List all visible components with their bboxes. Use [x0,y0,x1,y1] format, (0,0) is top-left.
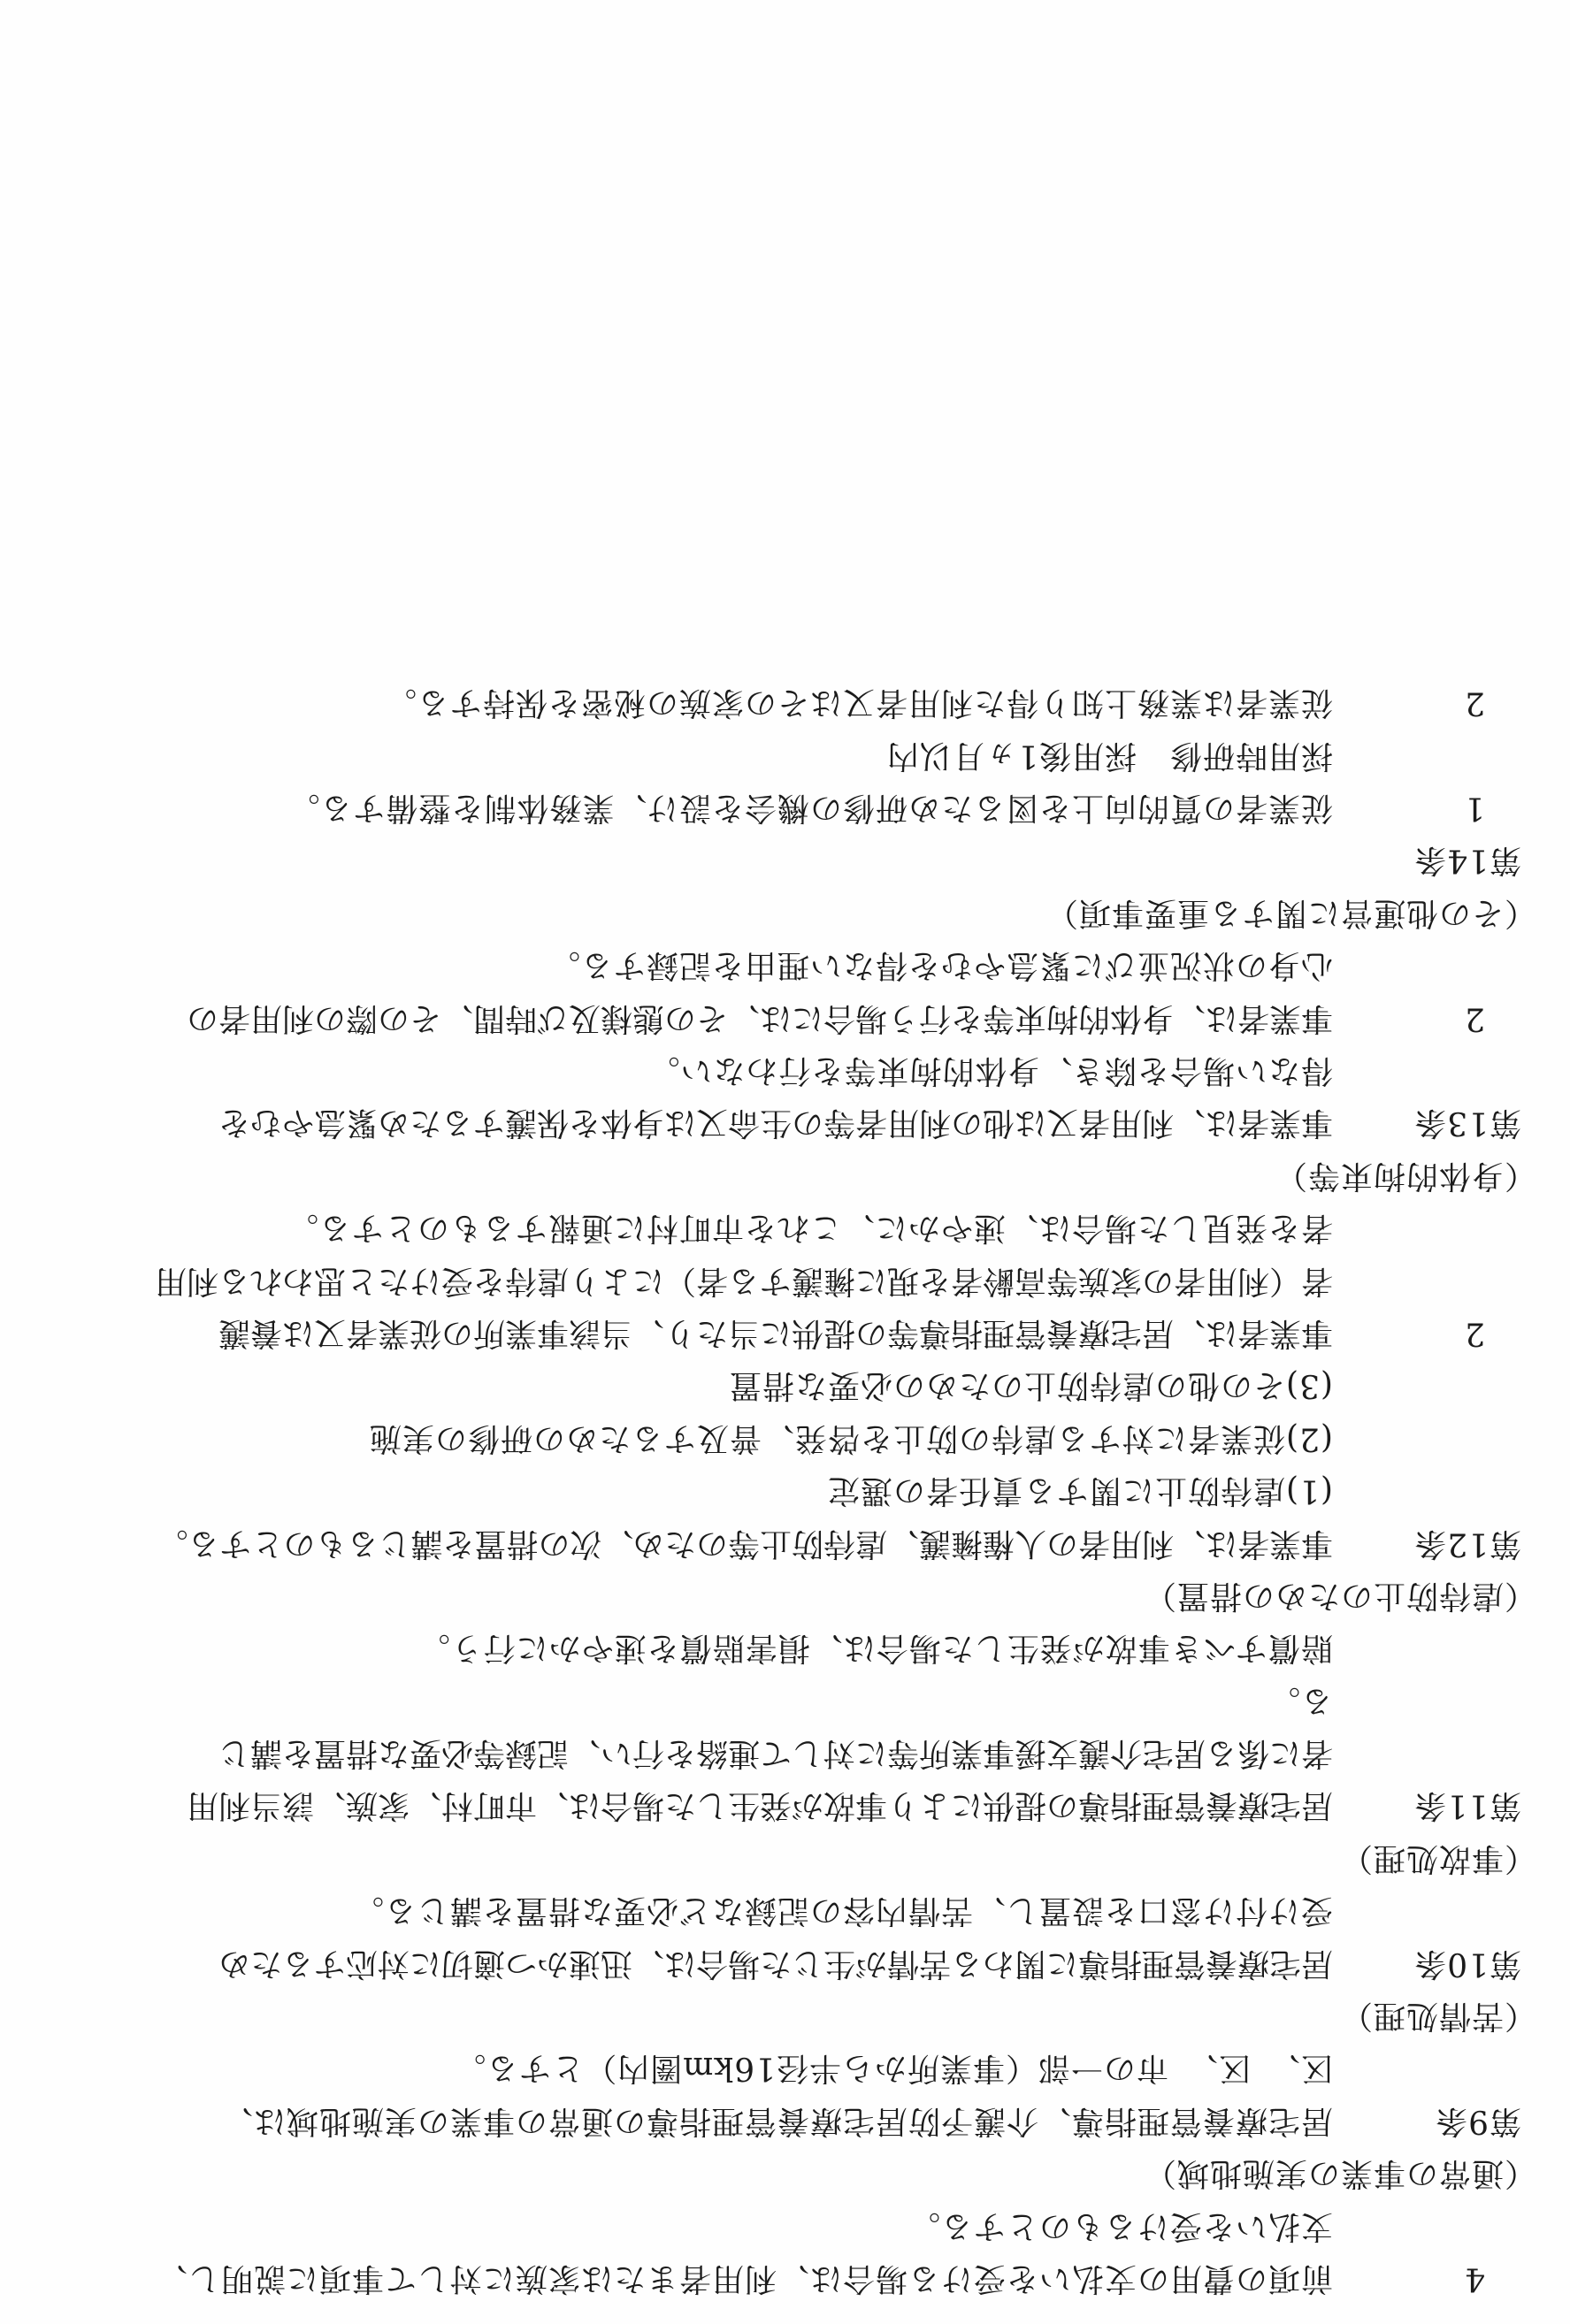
continuation-text: 受け付け窓口を設置し、苦情内容の記録など必要な措置を講じる。 [350,1892,1333,1930]
doc-line [0,1779,1570,1831]
paragraph-number: 2 [1464,684,1485,722]
paragraph-number: 2 [1464,1314,1485,1351]
article-text: 居宅療養管理指導、介護予防居宅療養管理指導の通常の事業の実施地域は、 [219,2102,1333,2139]
continuation-text: る。 [1267,1682,1333,1719]
list-item: (2)従業者に対する虐待の防止を啓発、普及するための研修の実施 [369,1419,1333,1456]
section-heading: （苦情処理） [1339,1998,1536,2035]
article-text: 居宅療養管理指導の提供により事故が発生した場合は、市町村、家族、該当利用 [186,1787,1333,1824]
doc-line [0,1517,1570,1569]
doc-line [0,1831,1570,1884]
doc-line [0,2042,1570,2094]
article-label: 第10条 [1413,1945,1521,1982]
doc-line [0,939,1570,991]
section-heading: （虐待防止のための措置） [1143,1577,1536,1614]
article-label: 第11条 [1413,1787,1521,1824]
doc-line [0,1674,1570,1726]
doc-line [0,1044,1570,1097]
paragraph-text: 前項の費用の支払いを受ける場合は、利用者または家族に対して事項に説明し、 [154,2260,1333,2297]
doc-line [0,782,1570,834]
doc-line [0,886,1570,938]
doc-line [0,1570,1570,1622]
doc-line [0,1622,1570,1674]
doc-line [0,1307,1570,1359]
doc-line [0,1990,1570,2042]
paragraph-number: 4 [1464,2260,1485,2297]
continuation-text: 者を発見した場合は、速やかに、これを市町村に通報するものとする。 [285,1210,1333,1247]
article-label: 第9条 [1435,2102,1521,2139]
doc-line [0,2147,1570,2199]
doc-line [0,2094,1570,2146]
paragraph-text: 従業者は業務上知り得た利用者又はその家族の秘密を保持する。 [383,684,1333,722]
doc-line [0,834,1570,886]
doc-line [0,1359,1570,1411]
section-heading: （事故処理） [1339,1839,1536,1877]
doc-line [0,2252,1570,2305]
doc-line [0,1097,1570,1149]
paragraph-number: 2 [1464,999,1485,1036]
article-label: 第12条 [1413,1525,1521,1562]
paragraph-text: 事業者は、身体的拘束等を行う場合には、その態様及び時間、その際の利用者の [186,999,1333,1036]
continuation-text: 心身の状況並びに緊急やむを得ない理由を記録する。 [547,947,1333,984]
continuation-text: 者に係る居宅介護支援事業所等に対して連絡を行い、記録等必要な措置を講じ [218,1735,1333,1772]
paragraph-number: 1 [1464,790,1485,827]
article-text: 事業者は、利用者又は他の利用者等の生命又は身体を保護するため緊急やむを [218,1105,1333,1142]
doc-line [0,2199,1570,2251]
continuation-text: 者（利用者の家族等高齢者を現に擁護する者）により虐待を受けたと思われる利用 [154,1262,1333,1299]
doc-line [0,729,1570,781]
list-item: (1)虐待防止に関する責任者の選定 [827,1472,1333,1510]
list-item: (3)その他の虐待防止のための必要な措置 [729,1367,1333,1404]
doc-line [0,677,1570,729]
doc-line [0,1202,1570,1254]
continuation-text: 区、 区、 市の一部（事業所から半径16km圏内）とする。 [453,2050,1333,2087]
document-body [0,677,1570,2324]
section-heading: （その他運営に関する重要事項） [1045,894,1536,931]
continuation-text: 賠償すべき事故が発生した場合は、損害賠償を速やかに行う。 [417,1630,1333,1667]
doc-line [0,1937,1570,1989]
article-text: 事業者は、利用者の人権擁護、虐待防止等のため、次の措置を講じるものとする。 [156,1525,1333,1562]
article-text: 居宅療養管理指導に関わる苦情が生じた場合は、迅速かつ適切に対応するため [218,1945,1333,1982]
doc-line [0,1464,1570,1517]
article-label: 第14条 [1413,842,1521,879]
continuation-text: 支払いを受けるものとする。 [907,2207,1333,2244]
continuation-text: 得ない場合を除き、身体的拘束等を行わない。 [647,1052,1333,1089]
article-label: 第13条 [1413,1105,1521,1142]
doc-line [0,1254,1570,1306]
doc-line [0,1411,1570,1464]
paragraph-text: 事業者は、居宅療養管理指導等の提供に当たり、当該事業所の従業者又は養護 [218,1314,1333,1351]
doc-line [0,1884,1570,1937]
doc-line [0,1727,1570,1779]
doc-line [0,991,1570,1044]
paragraph-text: 従業者の質的向上を図るため研修の機会を設け、業務体制を整備する。 [287,790,1333,827]
doc-line [0,1149,1570,1201]
section-heading: （通常の事業の実施地域） [1143,2155,1536,2192]
section-heading: （身体的拘束等） [1274,1157,1536,1194]
continuation-text: 採用時研修 採用後1ヵ月以内 [886,737,1333,774]
